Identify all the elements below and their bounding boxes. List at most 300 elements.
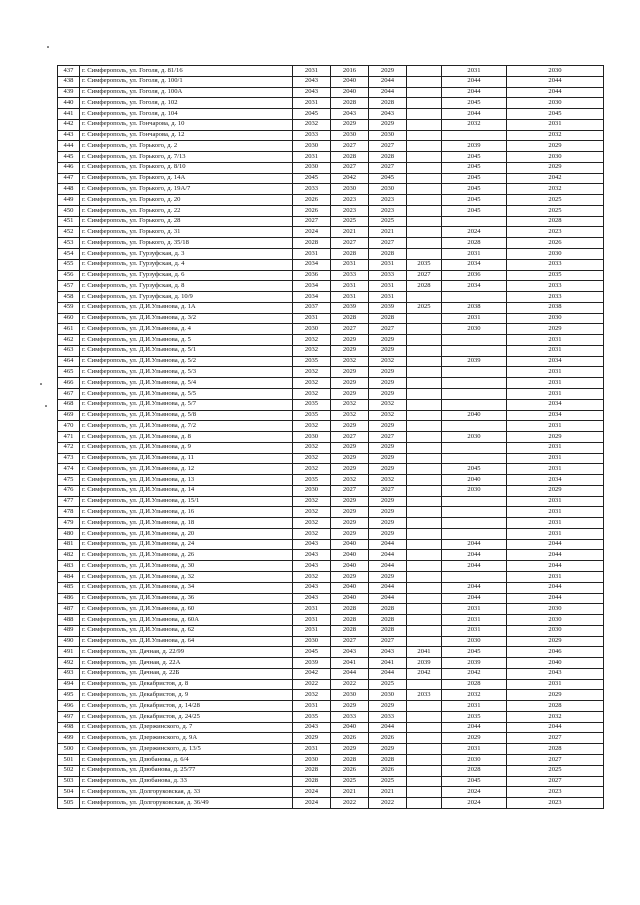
year-cell-2: 2029	[331, 464, 369, 475]
year-cell-1: 2039	[293, 658, 331, 669]
year-cell-5	[442, 335, 507, 346]
address-cell: г. Симферополь, ул. Д.И.Ульянова, д. 12	[80, 464, 293, 475]
year-cell-6: 2030	[507, 313, 604, 324]
year-cell-3: 2028	[369, 615, 407, 626]
address-cell: г. Симферополь, ул. Гончарова, д. 12	[80, 130, 293, 141]
year-cell-4: 2033	[407, 690, 442, 701]
row-number-cell: 494	[58, 679, 80, 690]
year-cell-2: 2033	[331, 711, 369, 722]
year-cell-6: 2031	[507, 464, 604, 475]
year-cell-1: 2035	[293, 356, 331, 367]
year-cell-6: 2031	[507, 442, 604, 453]
year-cell-5: 2028	[442, 679, 507, 690]
year-cell-3: 2029	[369, 744, 407, 755]
row-number-cell: 439	[58, 87, 80, 98]
address-cell: г. Симферополь, ул. Декабристов, д. 14/28	[80, 701, 293, 712]
year-cell-4	[407, 227, 442, 238]
year-cell-1: 2030	[293, 162, 331, 173]
row-number-cell: 448	[58, 184, 80, 195]
year-cell-2: 2032	[331, 399, 369, 410]
year-cell-4	[407, 119, 442, 130]
year-cell-4: 2027	[407, 270, 442, 281]
address-cell: г. Симферополь, ул. Горького, д. 14А	[80, 173, 293, 184]
table-row	[58, 593, 604, 604]
year-cell-2: 2029	[331, 518, 369, 529]
year-cell-1: 2043	[293, 722, 331, 733]
year-cell-6: 2032	[507, 130, 604, 141]
address-cell: г. Симферополь, ул. Декабристов, д. 24/25	[80, 711, 293, 722]
year-cell-2: 2025	[331, 776, 369, 787]
year-cell-2: 2030	[331, 690, 369, 701]
year-cell-5: 2031	[442, 701, 507, 712]
year-cell-3: 2033	[369, 270, 407, 281]
row-number-cell: 485	[58, 582, 80, 593]
year-cell-4	[407, 130, 442, 141]
address-cell: г. Симферополь, ул. Д.И.Ульянова, д. 15/1	[80, 496, 293, 507]
table-row	[58, 442, 604, 453]
year-cell-6: 2044	[507, 593, 604, 604]
year-cell-6: 2034	[507, 399, 604, 410]
year-cell-3: 2025	[369, 679, 407, 690]
year-cell-2: 2040	[331, 76, 369, 87]
table-row	[58, 399, 604, 410]
year-cell-4	[407, 162, 442, 173]
address-cell: г. Симферополь, ул. Дзюбанова, д. 25/77	[80, 765, 293, 776]
address-cell: г. Симферополь, ул. Д.И.Ульянова, д. 5/2	[80, 356, 293, 367]
row-number-cell: 470	[58, 421, 80, 432]
year-cell-3: 2027	[369, 324, 407, 335]
table-row	[58, 507, 604, 518]
year-cell-1: 2031	[293, 98, 331, 109]
year-cell-4	[407, 561, 442, 572]
row-number-cell: 497	[58, 711, 80, 722]
year-cell-4	[407, 593, 442, 604]
year-cell-5	[442, 453, 507, 464]
year-cell-2: 2040	[331, 561, 369, 572]
year-cell-4: 2041	[407, 647, 442, 658]
year-cell-1: 2036	[293, 270, 331, 281]
address-cell: г. Симферополь, ул. Д.И.Ульянова, д. 1А	[80, 302, 293, 313]
year-cell-4	[407, 421, 442, 432]
year-cell-6: 2031	[507, 679, 604, 690]
table-row	[58, 625, 604, 636]
table-row	[58, 528, 604, 539]
address-cell: г. Симферополь, ул. Горького, д. 7/13	[80, 152, 293, 163]
year-cell-4: 2042	[407, 668, 442, 679]
year-cell-1: 2032	[293, 528, 331, 539]
year-cell-3: 2032	[369, 356, 407, 367]
year-cell-6: 2033	[507, 259, 604, 270]
table-row	[58, 66, 604, 77]
row-number-cell: 454	[58, 249, 80, 260]
year-cell-5	[442, 367, 507, 378]
year-cell-3: 2029	[369, 367, 407, 378]
address-cell: г. Симферополь, ул. Дзюбанова, д. 6/4	[80, 755, 293, 766]
year-cell-2: 2026	[331, 765, 369, 776]
year-cell-1: 2045	[293, 109, 331, 120]
year-cell-4: 2028	[407, 281, 442, 292]
address-cell: г. Симферополь, ул. Гурзуфская, д. 8	[80, 281, 293, 292]
address-cell: г. Симферополь, ул. Дзюбанова, д. 33	[80, 776, 293, 787]
year-cell-2: 2029	[331, 335, 369, 346]
year-cell-6: 2029	[507, 162, 604, 173]
year-cell-6: 2031	[507, 528, 604, 539]
row-number-cell: 460	[58, 313, 80, 324]
year-cell-6: 2025	[507, 205, 604, 216]
year-cell-4	[407, 636, 442, 647]
address-cell: г. Симферополь, ул. Гурзуфская, д. 10/9	[80, 292, 293, 303]
row-number-cell: 498	[58, 722, 80, 733]
year-cell-6: 2034	[507, 356, 604, 367]
year-cell-1: 2034	[293, 292, 331, 303]
year-cell-2: 2028	[331, 313, 369, 324]
year-cell-2: 2040	[331, 593, 369, 604]
year-cell-5: 2031	[442, 313, 507, 324]
year-cell-2: 2039	[331, 302, 369, 313]
year-cell-6: 2031	[507, 378, 604, 389]
row-number-cell: 456	[58, 270, 80, 281]
year-cell-4: 2035	[407, 259, 442, 270]
year-cell-6: 2038	[507, 302, 604, 313]
year-cell-2: 2027	[331, 324, 369, 335]
row-number-cell: 464	[58, 356, 80, 367]
address-cell: г. Симферополь, ул. Д.И.Ульянова, д. 18	[80, 518, 293, 529]
year-cell-1: 2032	[293, 388, 331, 399]
year-cell-4	[407, 249, 442, 260]
table-row	[58, 313, 604, 324]
year-cell-1: 2043	[293, 561, 331, 572]
year-cell-5: 2044	[442, 593, 507, 604]
year-cell-1: 2030	[293, 432, 331, 443]
year-cell-2: 2027	[331, 485, 369, 496]
year-cell-1: 2032	[293, 378, 331, 389]
year-cell-6: 2027	[507, 776, 604, 787]
year-cell-3: 2027	[369, 238, 407, 249]
table-row	[58, 571, 604, 582]
year-cell-5	[442, 571, 507, 582]
year-cell-5	[442, 507, 507, 518]
address-cell: г. Симферополь, ул. Дзержинского, д. 13/5	[80, 744, 293, 755]
year-cell-6: 2028	[507, 701, 604, 712]
year-cell-1: 2035	[293, 410, 331, 421]
row-number-cell: 457	[58, 281, 80, 292]
row-number-cell: 445	[58, 152, 80, 163]
year-cell-3: 2029	[369, 571, 407, 582]
year-cell-3: 2044	[369, 582, 407, 593]
year-cell-1: 2024	[293, 798, 331, 809]
table-row	[58, 335, 604, 346]
address-cell: г. Симферополь, ул. Декабристов, д. 8	[80, 679, 293, 690]
year-cell-4	[407, 701, 442, 712]
year-cell-6: 2028	[507, 216, 604, 227]
year-cell-5: 2031	[442, 604, 507, 615]
year-cell-6: 2035	[507, 270, 604, 281]
year-cell-5: 2030	[442, 636, 507, 647]
year-cell-5	[442, 388, 507, 399]
year-cell-2: 2040	[331, 87, 369, 98]
year-cell-6: 2033	[507, 281, 604, 292]
row-number-cell: 499	[58, 733, 80, 744]
row-number-cell: 484	[58, 571, 80, 582]
year-cell-5: 2044	[442, 76, 507, 87]
year-cell-1: 2031	[293, 313, 331, 324]
year-cell-5	[442, 528, 507, 539]
row-number-cell: 466	[58, 378, 80, 389]
address-cell: г. Симферополь, ул. Гоголя, д. 100А	[80, 87, 293, 98]
row-number-cell: 476	[58, 485, 80, 496]
schedule-table	[57, 65, 604, 809]
year-cell-4	[407, 141, 442, 152]
year-cell-5	[442, 130, 507, 141]
year-cell-4	[407, 313, 442, 324]
year-cell-5: 2045	[442, 162, 507, 173]
year-cell-3: 2029	[369, 378, 407, 389]
year-cell-5: 2045	[442, 98, 507, 109]
year-cell-4	[407, 292, 442, 303]
year-cell-6: 2025	[507, 195, 604, 206]
year-cell-3: 2029	[369, 388, 407, 399]
year-cell-4	[407, 776, 442, 787]
year-cell-4	[407, 582, 442, 593]
year-cell-5: 2030	[442, 432, 507, 443]
year-cell-6: 2044	[507, 76, 604, 87]
row-number-cell: 474	[58, 464, 80, 475]
address-cell: г. Симферополь, ул. Д.И.Ульянова, д. 20	[80, 528, 293, 539]
year-cell-1: 2032	[293, 119, 331, 130]
year-cell-5: 2024	[442, 798, 507, 809]
table-row	[58, 787, 604, 798]
row-number-cell: 502	[58, 765, 80, 776]
year-cell-3: 2027	[369, 485, 407, 496]
row-number-cell: 463	[58, 345, 80, 356]
year-cell-1: 2032	[293, 507, 331, 518]
row-number-cell: 488	[58, 615, 80, 626]
address-cell: г. Симферополь, ул. Дачная, д. 22Б	[80, 668, 293, 679]
year-cell-3: 2044	[369, 76, 407, 87]
year-cell-4	[407, 615, 442, 626]
year-cell-1: 2045	[293, 173, 331, 184]
table-row	[58, 281, 604, 292]
table-row	[58, 475, 604, 486]
year-cell-5: 2030	[442, 755, 507, 766]
year-cell-3: 2044	[369, 561, 407, 572]
row-number-cell: 500	[58, 744, 80, 755]
table-row	[58, 259, 604, 270]
table-row	[58, 679, 604, 690]
year-cell-2: 2029	[331, 345, 369, 356]
year-cell-3: 2021	[369, 227, 407, 238]
address-cell: г. Симферополь, ул. Д.И.Ульянова, д. 7/2	[80, 421, 293, 432]
year-cell-2: 2028	[331, 249, 369, 260]
year-cell-3: 2044	[369, 539, 407, 550]
year-cell-3: 2029	[369, 528, 407, 539]
year-cell-1: 2043	[293, 87, 331, 98]
year-cell-3: 2030	[369, 184, 407, 195]
year-cell-2: 2031	[331, 281, 369, 292]
row-number-cell: 455	[58, 259, 80, 270]
row-number-cell: 479	[58, 518, 80, 529]
year-cell-6: 2032	[507, 184, 604, 195]
year-cell-3: 2031	[369, 292, 407, 303]
year-cell-2: 2029	[331, 507, 369, 518]
year-cell-1: 2028	[293, 238, 331, 249]
year-cell-3: 2028	[369, 313, 407, 324]
year-cell-4	[407, 539, 442, 550]
year-cell-5: 2045	[442, 776, 507, 787]
year-cell-1: 2043	[293, 76, 331, 87]
year-cell-6: 2044	[507, 87, 604, 98]
year-cell-1: 2043	[293, 539, 331, 550]
year-cell-2: 2028	[331, 604, 369, 615]
year-cell-4: 2025	[407, 302, 442, 313]
table-row	[58, 582, 604, 593]
year-cell-5: 2028	[442, 765, 507, 776]
year-cell-5: 2034	[442, 281, 507, 292]
year-cell-3: 2029	[369, 335, 407, 346]
row-number-cell: 487	[58, 604, 80, 615]
year-cell-5	[442, 399, 507, 410]
year-cell-1: 2043	[293, 550, 331, 561]
year-cell-6: 2032	[507, 711, 604, 722]
row-number-cell: 462	[58, 335, 80, 346]
year-cell-5: 2032	[442, 119, 507, 130]
row-number-cell: 495	[58, 690, 80, 701]
year-cell-5	[442, 442, 507, 453]
table-row	[58, 733, 604, 744]
year-cell-1: 2042	[293, 668, 331, 679]
year-cell-2: 2026	[331, 733, 369, 744]
year-cell-6: 2046	[507, 647, 604, 658]
year-cell-2: 2027	[331, 238, 369, 249]
year-cell-4	[407, 378, 442, 389]
year-cell-4	[407, 733, 442, 744]
year-cell-6: 2031	[507, 518, 604, 529]
year-cell-2: 2033	[331, 270, 369, 281]
year-cell-4: 2039	[407, 658, 442, 669]
year-cell-5: 2024	[442, 227, 507, 238]
address-cell: г. Симферополь, ул. Д.И.Ульянова, д. 60	[80, 604, 293, 615]
year-cell-6: 2034	[507, 410, 604, 421]
table-row	[58, 345, 604, 356]
year-cell-1: 2024	[293, 787, 331, 798]
year-cell-2: 2027	[331, 141, 369, 152]
year-cell-6: 2031	[507, 345, 604, 356]
year-cell-3: 2044	[369, 87, 407, 98]
address-cell: г. Симферополь, ул. Д.И.Ульянова, д. 5/4	[80, 378, 293, 389]
address-cell: г. Симферополь, ул. Д.И.Ульянова, д. 26	[80, 550, 293, 561]
year-cell-2: 2031	[331, 259, 369, 270]
year-cell-5	[442, 345, 507, 356]
year-cell-4	[407, 453, 442, 464]
year-cell-4	[407, 679, 442, 690]
year-cell-2: 2029	[331, 119, 369, 130]
year-cell-3: 2029	[369, 464, 407, 475]
year-cell-3: 2044	[369, 668, 407, 679]
year-cell-3: 2029	[369, 421, 407, 432]
table-row	[58, 109, 604, 120]
year-cell-4	[407, 755, 442, 766]
year-cell-1: 2034	[293, 259, 331, 270]
year-cell-2: 2044	[331, 668, 369, 679]
row-number-cell: 458	[58, 292, 80, 303]
year-cell-1: 2022	[293, 679, 331, 690]
table-row	[58, 550, 604, 561]
year-cell-5: 2034	[442, 259, 507, 270]
row-number-cell: 467	[58, 388, 80, 399]
table-row	[58, 496, 604, 507]
year-cell-2: 2023	[331, 195, 369, 206]
year-cell-5: 2040	[442, 410, 507, 421]
row-number-cell: 477	[58, 496, 80, 507]
year-cell-1: 2032	[293, 690, 331, 701]
year-cell-4	[407, 798, 442, 809]
year-cell-4	[407, 485, 442, 496]
row-number-cell: 437	[58, 66, 80, 77]
year-cell-6: 2031	[507, 507, 604, 518]
year-cell-4	[407, 571, 442, 582]
address-cell: г. Симферополь, ул. Д.И.Ульянова, д. 14	[80, 485, 293, 496]
year-cell-5: 2040	[442, 475, 507, 486]
year-cell-6: 2043	[507, 668, 604, 679]
row-number-cell: 465	[58, 367, 80, 378]
year-cell-1: 2032	[293, 421, 331, 432]
address-cell: г. Симферополь, ул. Д.И.Ульянова, д. 4	[80, 324, 293, 335]
year-cell-6: 2045	[507, 109, 604, 120]
table-row	[58, 690, 604, 701]
table-row	[58, 755, 604, 766]
year-cell-4	[407, 625, 442, 636]
year-cell-4	[407, 109, 442, 120]
year-cell-3: 2041	[369, 658, 407, 669]
year-cell-5: 2031	[442, 66, 507, 77]
year-cell-2: 2030	[331, 130, 369, 141]
year-cell-5: 2024	[442, 787, 507, 798]
year-cell-6: 2044	[507, 582, 604, 593]
year-cell-3: 2044	[369, 722, 407, 733]
year-cell-5: 2031	[442, 625, 507, 636]
year-cell-1: 2031	[293, 744, 331, 755]
table-row	[58, 98, 604, 109]
table-row	[58, 421, 604, 432]
row-number-cell: 451	[58, 216, 80, 227]
row-number-cell: 441	[58, 109, 80, 120]
year-cell-3: 2032	[369, 475, 407, 486]
table-row	[58, 367, 604, 378]
year-cell-4	[407, 765, 442, 776]
year-cell-2: 2040	[331, 550, 369, 561]
year-cell-1: 2028	[293, 765, 331, 776]
table-row	[58, 238, 604, 249]
year-cell-3: 2025	[369, 216, 407, 227]
row-number-cell: 505	[58, 798, 80, 809]
year-cell-1: 2026	[293, 195, 331, 206]
address-cell: г. Симферополь, ул. Д.И.Ульянова, д. 64	[80, 636, 293, 647]
year-cell-2: 2040	[331, 539, 369, 550]
address-cell: г. Симферополь, ул. Гоголя, д. 104	[80, 109, 293, 120]
table-row	[58, 453, 604, 464]
year-cell-6: 2031	[507, 571, 604, 582]
year-cell-3: 2029	[369, 518, 407, 529]
year-cell-1: 2032	[293, 442, 331, 453]
year-cell-5: 2032	[442, 690, 507, 701]
year-cell-2: 2032	[331, 410, 369, 421]
year-cell-3: 2027	[369, 432, 407, 443]
table-row	[58, 518, 604, 529]
address-cell: г. Симферополь, ул. Дзержинского, д. 7	[80, 722, 293, 733]
year-cell-5: 2031	[442, 615, 507, 626]
year-cell-1: 2045	[293, 647, 331, 658]
year-cell-3: 2026	[369, 733, 407, 744]
